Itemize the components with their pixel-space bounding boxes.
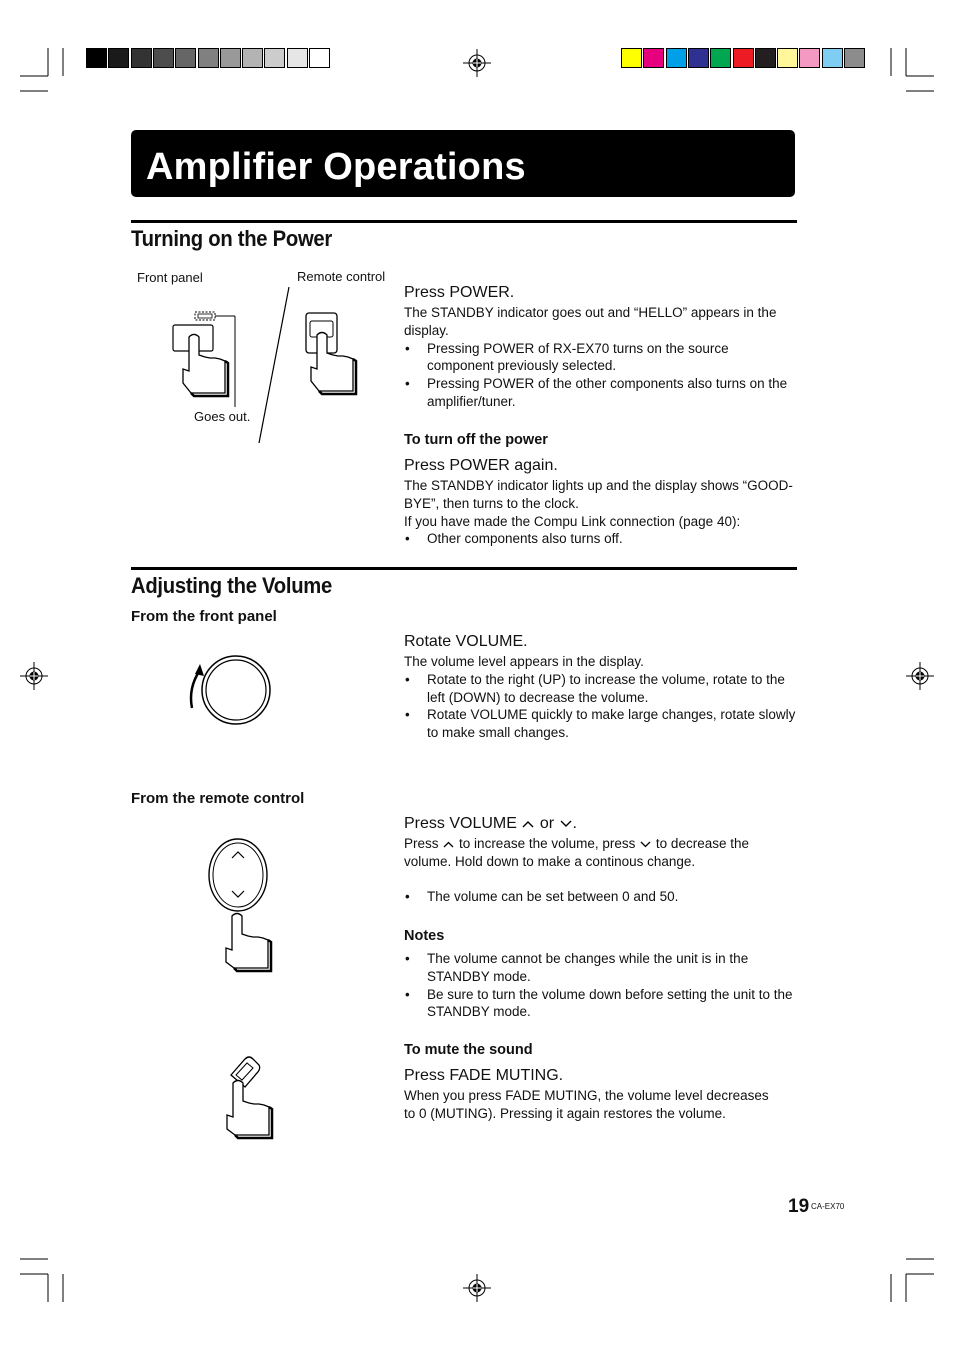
list-item: • The volume cannot be changes while the unit is in the STANDBY mode. bbox=[404, 950, 799, 986]
section-heading-volume: Adjusting the Volume bbox=[131, 573, 333, 598]
color-swatch bbox=[175, 48, 196, 68]
color-swatch bbox=[86, 48, 107, 68]
goes-out-label: Goes out. bbox=[194, 409, 251, 424]
hand-icon bbox=[227, 1081, 269, 1136]
subheading-turn-off: To turn off the power bbox=[404, 432, 548, 448]
color-swatch bbox=[131, 48, 152, 68]
color-swatch bbox=[621, 48, 642, 68]
grayscale-calibration-bar bbox=[86, 48, 331, 68]
power-illustration bbox=[165, 285, 395, 445]
page-title: Amplifier Operations bbox=[146, 146, 526, 188]
section-rule bbox=[131, 220, 797, 223]
color-swatch bbox=[710, 48, 731, 68]
color-swatch bbox=[287, 48, 308, 68]
volume-knob-illustration bbox=[180, 650, 280, 730]
list-item: • Rotate to the right (UP) to increase the volume, rotate to the left (DOWN) to decrease the volume. bbox=[404, 671, 799, 707]
chevron-up-icon bbox=[442, 840, 455, 849]
color-swatch bbox=[777, 48, 798, 68]
color-swatch bbox=[153, 48, 174, 68]
chevron-up-icon bbox=[521, 819, 535, 829]
step-press-power: Press POWER. bbox=[404, 284, 515, 301]
notes-heading: Notes bbox=[404, 928, 445, 944]
model-name: CA-EX70 bbox=[811, 1202, 845, 1211]
section-heading-power: Turning on the Power bbox=[131, 226, 333, 251]
volume-remote-illustration bbox=[200, 838, 290, 973]
color-calibration-bar bbox=[621, 48, 866, 68]
color-swatch bbox=[220, 48, 241, 68]
power-description: The STANDBY indicator goes out and “HELLO” appears in the display. • Pressing POWER of RX-EX70 turns on the source component previously selected. • Pressing POWER of the other components also turns on the amplifier/tuner. bbox=[404, 304, 799, 411]
page-number: 19 bbox=[788, 1196, 810, 1217]
color-swatch bbox=[733, 48, 754, 68]
list-item: • The volume can be set between 0 and 50. bbox=[404, 888, 799, 906]
subheading-mute: To mute the sound bbox=[404, 1042, 533, 1058]
color-swatch bbox=[242, 48, 263, 68]
rotate-arrow-icon bbox=[195, 664, 204, 676]
registration-mark-right bbox=[906, 662, 934, 690]
front-panel-label: Front panel bbox=[137, 270, 203, 285]
registration-mark-bottom bbox=[463, 1274, 491, 1302]
color-swatch bbox=[822, 48, 843, 68]
subheading-front-panel: From the front panel bbox=[131, 608, 277, 625]
list-item: • Rotate VOLUME quickly to make large changes, rotate slowly to make small changes. bbox=[404, 706, 799, 742]
list-item: • Pressing POWER of the other components also turns on the amplifier/tuner. bbox=[404, 375, 799, 411]
list-item: • Other components also turns off. bbox=[404, 530, 799, 548]
remote-control-label: Remote control bbox=[297, 269, 386, 284]
fade-muting-illustration bbox=[225, 1055, 285, 1140]
color-swatch bbox=[108, 48, 129, 68]
list-item: • Be sure to turn the volume down before setting the unit to the STANDBY mode. bbox=[404, 986, 799, 1022]
color-swatch bbox=[198, 48, 219, 68]
chevron-down-icon bbox=[639, 840, 652, 849]
list-item: • Pressing POWER of RX-EX70 turns on the source component previously selected. bbox=[404, 340, 799, 376]
subheading-remote-control: From the remote control bbox=[131, 790, 305, 807]
chevron-down-icon bbox=[559, 819, 573, 829]
step-press-fade-muting: Press FADE MUTING. bbox=[404, 1067, 564, 1084]
section-rule bbox=[131, 567, 797, 570]
volume-remote-description: Press to increase the volume, press to decrease the volume. Hold down to make a continous change. • The volume can be set between 0 and 50. bbox=[404, 835, 799, 906]
mute-description: When you press FADE MUTING, the volume level decreases to 0 (MUTING). Pressing it again restores the volume. bbox=[404, 1088, 769, 1121]
registration-mark-left bbox=[20, 662, 48, 690]
color-swatch bbox=[264, 48, 285, 68]
step-press-volume: Press VOLUME or . bbox=[404, 815, 577, 832]
color-swatch bbox=[309, 48, 330, 68]
volume-front-description: The volume level appears in the display. • Rotate to the right (UP) to increase the volume, rotate to the left (DOWN) to decrease the volume. • Rotate VOLUME quickly to make large changes, rotate slowly to make small changes. bbox=[404, 653, 799, 742]
color-swatch bbox=[844, 48, 865, 68]
hand-icon bbox=[226, 914, 268, 969]
color-swatch bbox=[643, 48, 664, 68]
power-off-description: The STANDBY indicator lights up and the display shows “GOOD-BYE”, then turns to the clock. If you have made the Compu Link connection (page 40): • Other components also turns off. bbox=[404, 477, 799, 548]
color-swatch bbox=[799, 48, 820, 68]
color-swatch bbox=[755, 48, 776, 68]
color-swatch bbox=[688, 48, 709, 68]
color-swatch bbox=[666, 48, 687, 68]
registration-mark-top bbox=[463, 49, 491, 77]
notes-list bbox=[404, 950, 799, 1021]
step-rotate-volume: Rotate VOLUME. bbox=[404, 633, 528, 650]
step-press-power-again: Press POWER again. bbox=[404, 457, 558, 474]
